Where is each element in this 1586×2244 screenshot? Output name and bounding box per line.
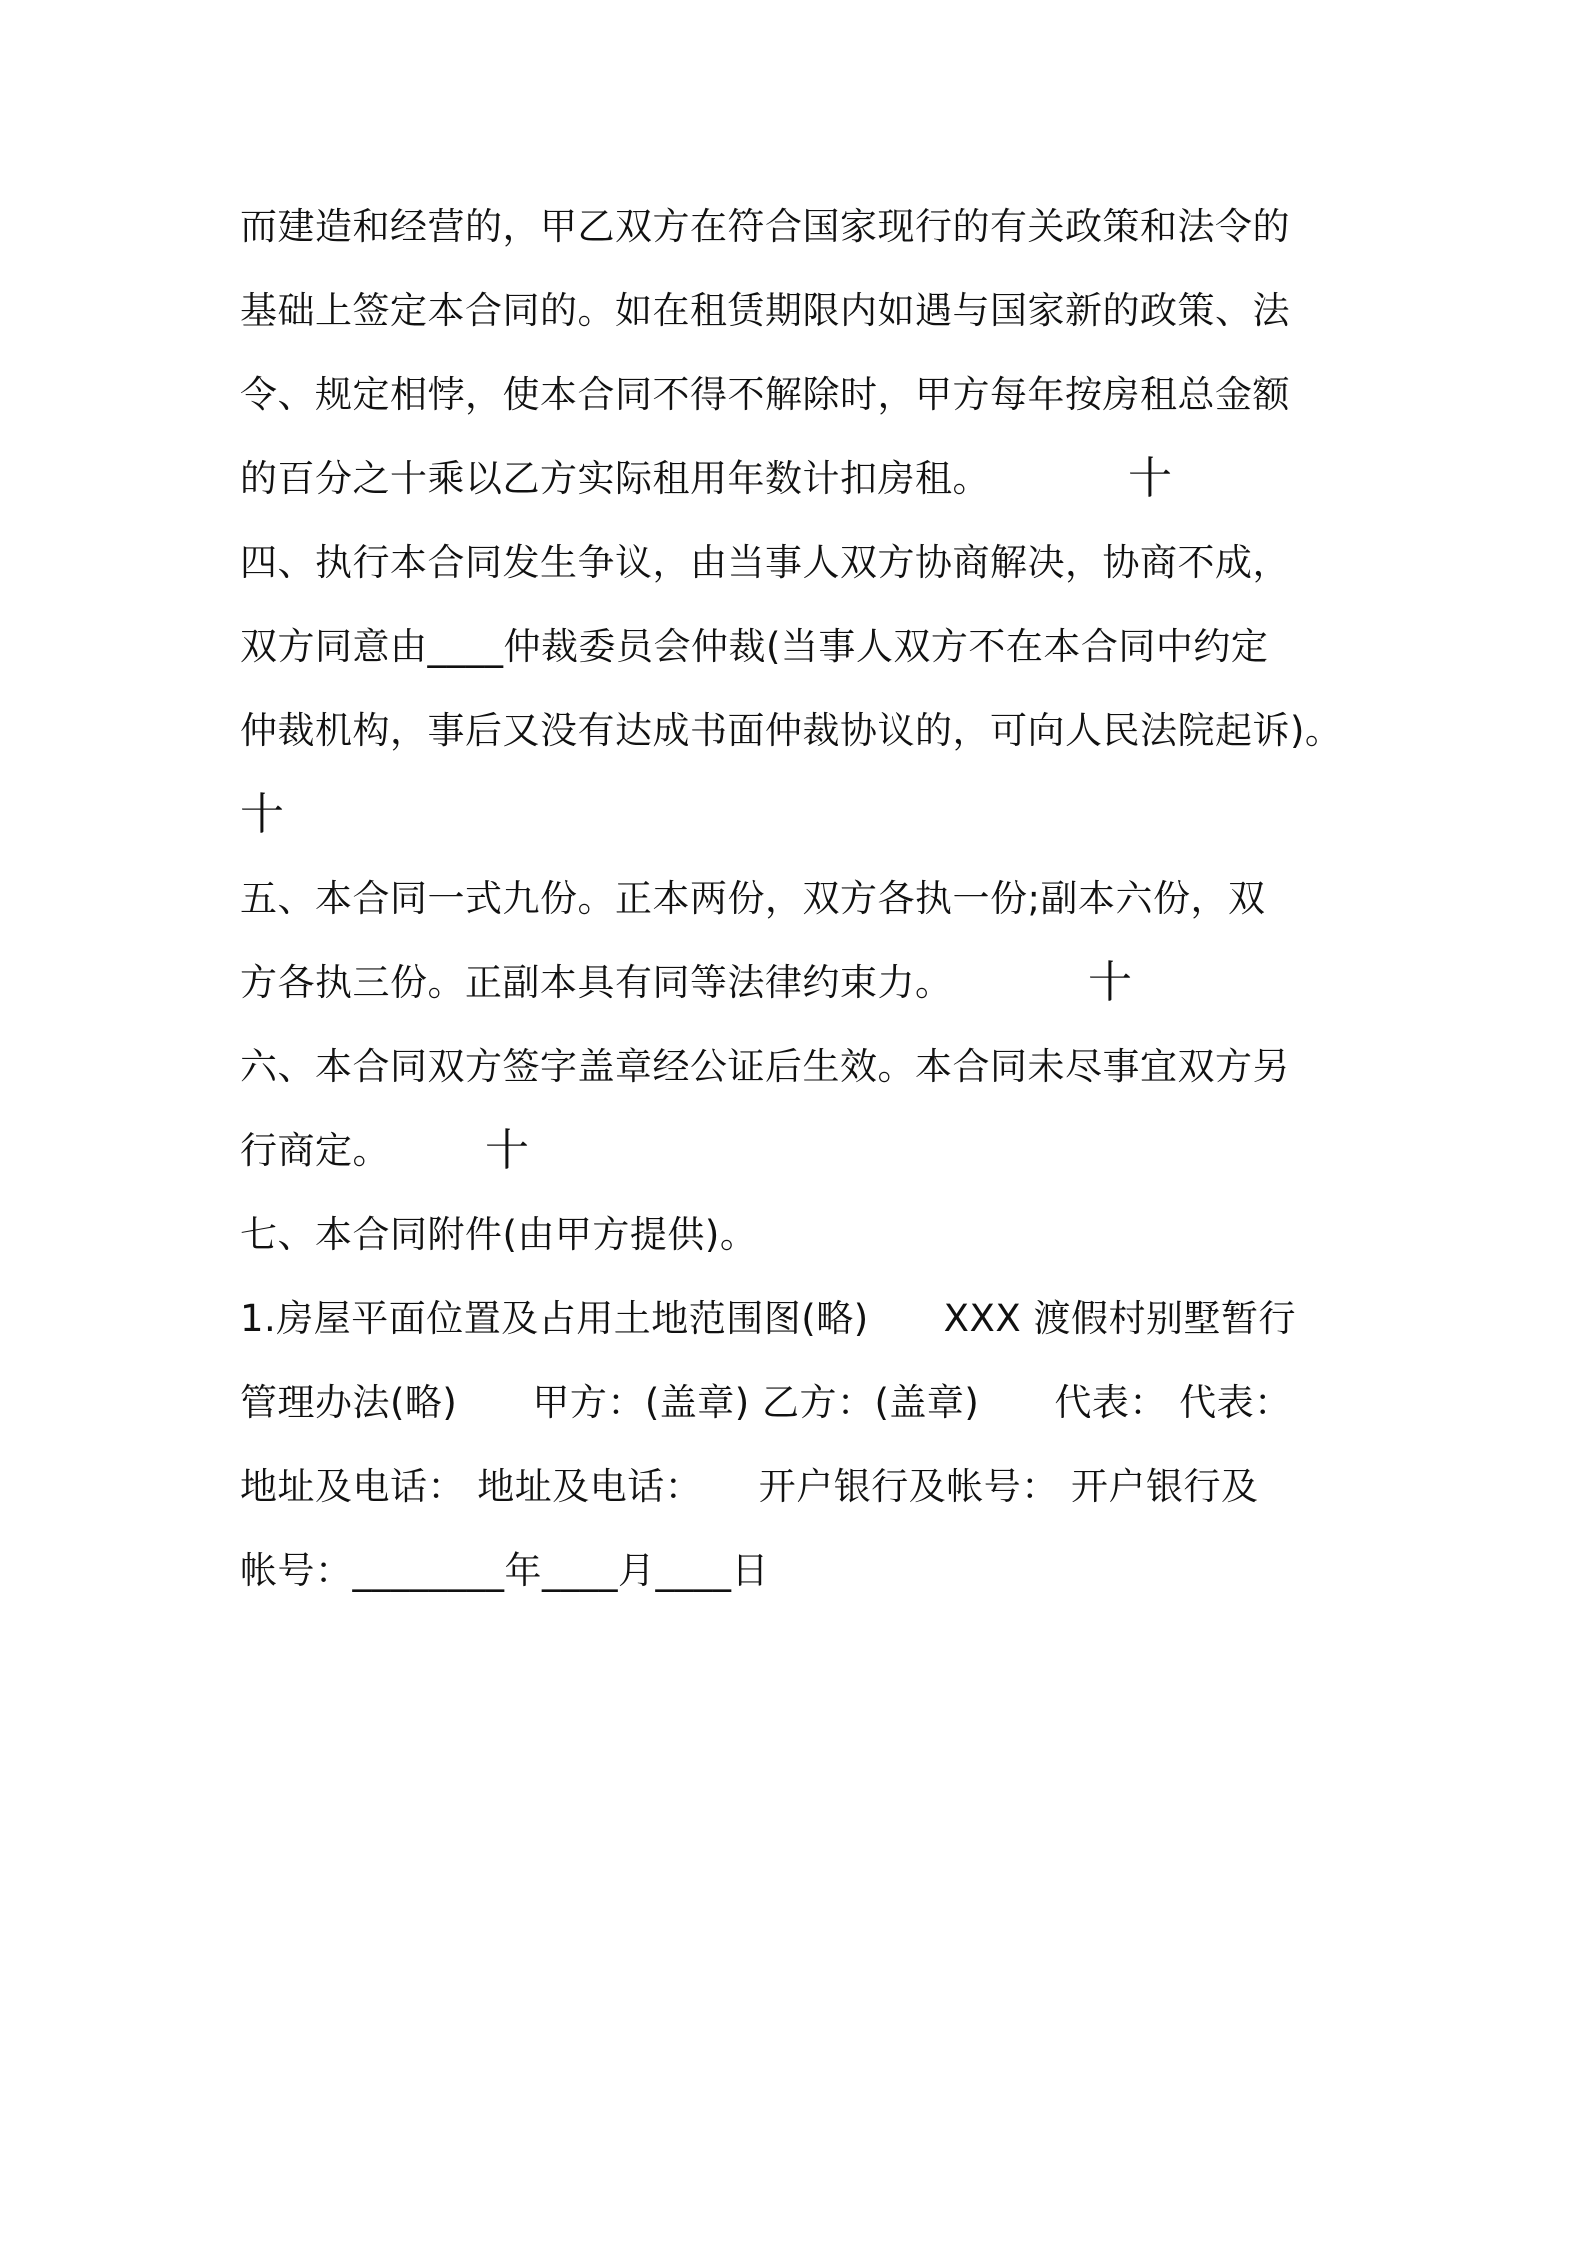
text-line: 方各执三份。正副本具有同等法律约束力。 bbox=[240, 961, 953, 1004]
text-line: 基础上签定本合同的。如在租赁期限内如遇与国家新的政策、法 bbox=[240, 289, 1290, 332]
text-line: 1.房屋平面位置及占用土地范围图(略) XXX 渡假村别墅暂行 bbox=[240, 1297, 1296, 1340]
text-line: 令、规定相悖，使本合同不得不解除时，甲方每年按房租总金额 bbox=[240, 373, 1290, 416]
text-line: 行商定。 bbox=[240, 1129, 390, 1172]
cross-mark: 十 bbox=[1088, 957, 1132, 1008]
text-line: 五、本合同一式九份。正本两份，双方各执一份;副本六份，双 bbox=[240, 877, 1266, 920]
cross-mark: 十 bbox=[240, 789, 284, 840]
text-line: 的百分之十乘以乙方实际租用年数计扣房租。 bbox=[240, 457, 990, 500]
text-line: 而建造和经营的，甲乙双方在符合国家现行的有关政策和法令的 bbox=[240, 205, 1290, 248]
text-line: 地址及电话： 地址及电话： 开户银行及帐号： 开户银行及 bbox=[240, 1465, 1259, 1508]
text-line: 管理办法(略) 甲方：(盖章) 乙方：(盖章) 代表： 代表： bbox=[240, 1381, 1292, 1424]
text-line: 四、执行本合同发生争议，由当事人双方协商解决，协商不成， bbox=[240, 541, 1290, 584]
text-line: 仲裁机构，事后又没有达成书面仲裁协议的，可向人民法院起诉)。 bbox=[240, 709, 1343, 752]
cross-mark: 十 bbox=[485, 1125, 529, 1176]
text-line: 帐号：________年____月____日 bbox=[240, 1549, 769, 1592]
text-line: 六、本合同双方签字盖章经公证后生效。本合同未尽事宜双方另 bbox=[240, 1045, 1290, 1088]
text-line: 双方同意由____仲裁委员会仲裁(当事人双方不在本合同中约定 bbox=[240, 625, 1269, 668]
text-line: 七、本合同附件(由甲方提供)。 bbox=[240, 1213, 758, 1256]
cross-mark: 十 bbox=[1128, 453, 1172, 504]
